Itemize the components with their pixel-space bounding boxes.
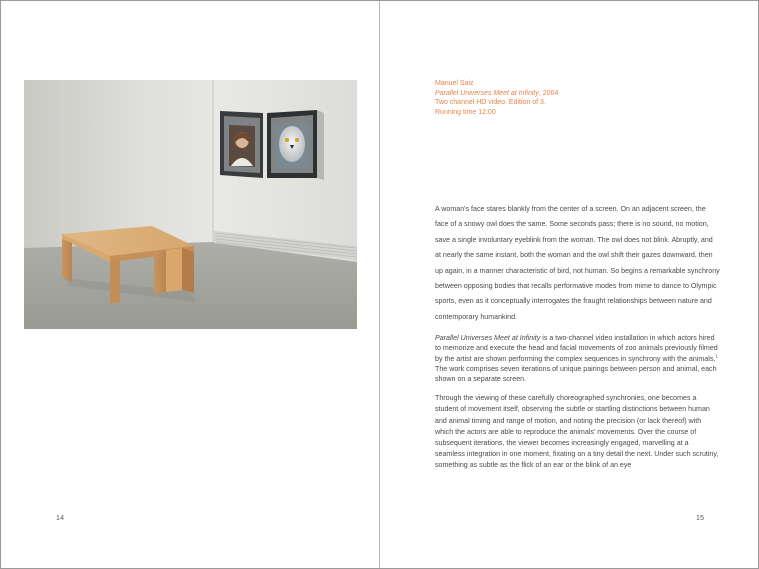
footnote-marker[interactable]: 1 (715, 353, 718, 359)
page-number-right: 15 (696, 515, 705, 522)
paragraph-2 (435, 333, 720, 384)
paragraph-2-text-b: The work comprises seven iterations of unique pairings between person and animal, each shown on a separate screen. (435, 364, 717, 384)
artwork-caption (435, 79, 715, 117)
caption-artist: Manuel Saiz (435, 80, 474, 87)
left-page (1, 1, 379, 568)
paragraph-2-text-a: is a two-channel video installation in which actors hired to memorize and execute the head and facial movements of zoo animals previously filmed by the artist are shown performing the complex sequences in synchrony with the animals. (435, 334, 718, 363)
paragraph-1: A woman's face stares blankly from the center of a screen. On an adjacent screen, the face of a snowy owl does the same. Some seconds pass; there is no sound, no motion, save a single involuntary eyeblink from the woman. The owl does not blink. Abruptly, and at nearly the same instant, both the woman and the owl shift their gazes downward, then up again, in a manner characteristic of bird, not human. So begins a remarkable synchrony between opposing bodies that recalls performative modes from mime to dance to Olympic sports, even as it conceptually interrogates the fraught relationships between nature and contemporary humankind. (435, 205, 720, 321)
installation-photo (24, 80, 357, 329)
essay-body (435, 202, 720, 481)
paragraph-2-title: Parallel Universes Meet at Infinity (435, 334, 541, 343)
page-number-left: 14 (56, 515, 65, 522)
right-page (380, 1, 758, 568)
paragraph-3: Through the viewing of these carefully choreographed synchronies, one becomes a student of movement itself, observing the subtle or startling distinctions between human and animal timing and range of motion, and noting the precision (or lack thereof) with which the actors are able to reproduce the animals' movements. Over the course of subsequent iterations, the viewer becomes increasingly engaged, marvelling at a seamless integration in one moment, fixating on a tiny detail the next. Under such scrutiny, something as subtle as the flick of an ear or the blink of an eye (435, 394, 719, 470)
caption-title-line (435, 89, 715, 99)
caption-medium: Two channel HD video. Edition of 3. (435, 99, 546, 106)
caption-year: , 2004 (538, 89, 559, 97)
caption-running-time: Running time 12:00 (435, 108, 496, 116)
caption-title: Parallel Universes Meet at Infinity (435, 89, 539, 97)
